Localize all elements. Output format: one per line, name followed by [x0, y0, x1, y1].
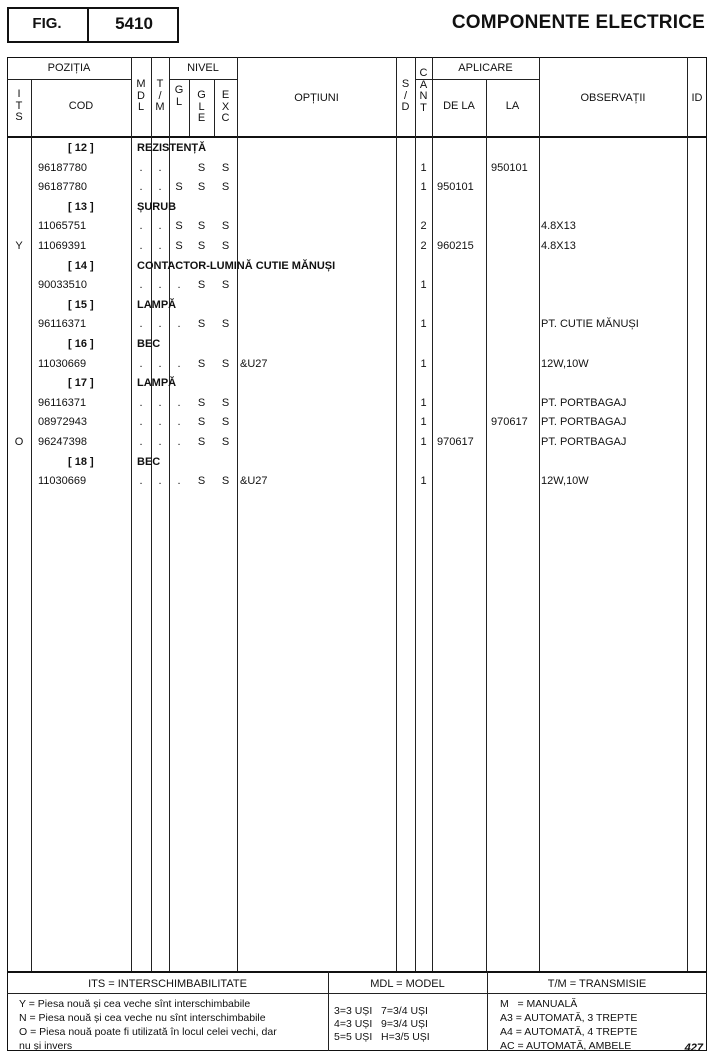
cell-exc: S [221, 396, 230, 409]
cell-opt: &U27 [240, 475, 268, 488]
cell-mdl: . [139, 357, 143, 370]
cell-mdl: . [139, 220, 143, 233]
header-cod: COD [68, 100, 94, 112]
legend-its-title: ITS = INTERSCHIMBABILITATE [88, 978, 247, 990]
cell-obs: 4.8X13 [541, 220, 576, 233]
legend-tm-line: A4 = AUTOMATĂ, 4 TREPTE [500, 1026, 638, 1038]
cell-cod: 90033510 [38, 279, 87, 292]
cell-obs: 12W,10W [541, 357, 589, 370]
figure-number: 5410 [115, 14, 153, 33]
cell-cod: 96187780 [38, 161, 87, 174]
cell-cant: 1 [420, 475, 427, 488]
header-divider [7, 136, 707, 138]
cell-mdl: . [139, 396, 143, 409]
cell-gl: S [175, 240, 183, 252]
group-ref: [ 12 ] [68, 142, 94, 154]
cell-mdl: . [139, 240, 143, 252]
col-line [539, 57, 540, 971]
cell-cod: 11030669 [38, 475, 87, 488]
cell-cant: 1 [420, 181, 427, 194]
header-id: ID [691, 92, 703, 104]
col-line [396, 57, 397, 971]
group-name: LAMPĂ [137, 377, 177, 390]
header-aplicare: APLICARE [458, 62, 513, 74]
legend-its-line: N = Piesa nouă și cea veche nu sînt interschimbabile [19, 1012, 266, 1024]
cell-cod: 96116371 [38, 318, 87, 331]
legend-mdl-title: MDL = MODEL [370, 978, 445, 990]
cell-mdl: . [139, 475, 143, 488]
cell-cant: 1 [420, 318, 427, 331]
grid-line [7, 79, 131, 80]
group-name: CONTACTOR-LUMINĂ CUTIE MĂNUȘI [137, 259, 336, 272]
group-name: BEC [137, 338, 161, 350]
cell-exc: S [221, 161, 230, 174]
group-ref: [ 13 ] [68, 200, 94, 213]
cell-cant: 1 [420, 436, 427, 448]
cell-mdl: . [139, 416, 143, 429]
cell-gle: S [197, 181, 206, 194]
group-name: ȘURUB [137, 200, 177, 213]
grid-line [415, 79, 539, 80]
cell-cant: 2 [420, 220, 427, 233]
cell-gl: . [177, 318, 181, 331]
cell-gle: S [197, 220, 206, 233]
cell-tm: . [158, 318, 162, 331]
legend-mdl-line: 5=5 UȘI H=3/5 UȘI [334, 1031, 430, 1043]
cell-gle: S [197, 357, 206, 370]
cell-gl: S [175, 181, 183, 194]
cell-tm: . [158, 240, 162, 252]
cell-tm: . [158, 161, 162, 174]
cell-dela: 960215 [437, 240, 474, 252]
cell-mdl: . [139, 279, 143, 292]
cell-cant: 1 [420, 161, 427, 174]
cell-tm: . [158, 416, 162, 429]
legend-tm-line: A3 = AUTOMATĂ, 3 TREPTE [500, 1012, 638, 1024]
cell-gl: . [177, 475, 181, 488]
group-name: BEC [137, 455, 161, 468]
legend-tm-line: M = MANUALĂ [500, 998, 578, 1010]
cell-gle: S [197, 436, 206, 448]
cell-cant: 1 [420, 279, 427, 292]
cell-tm: . [158, 220, 162, 233]
legend-tm-line: AC = AUTOMATĂ, AMBELE [500, 1040, 632, 1052]
cell-gl: . [177, 396, 181, 409]
cell-tm: . [158, 279, 162, 292]
cell-gle: S [197, 396, 206, 409]
header-cant: C A N T [419, 67, 428, 114]
cell-dela: 950101 [437, 181, 474, 194]
cell-cant: 2 [420, 240, 427, 252]
col-line [31, 79, 32, 971]
cell-opt: &U27 [240, 357, 268, 370]
header-observatii: OBSERVAȚII [580, 92, 646, 104]
cell-gle: S [197, 161, 206, 174]
legend-title-divider [7, 993, 707, 994]
cell-tm: . [158, 396, 162, 409]
cell-cant: 1 [420, 357, 427, 370]
header-gle: G L E [197, 89, 206, 124]
cell-gl: . [177, 416, 181, 429]
cell-cod: 96187780 [38, 181, 87, 194]
cell-gl: . [177, 279, 181, 292]
cell-obs: PT. CUTIE MĂNUȘI [541, 318, 639, 331]
cell-exc: S [221, 220, 230, 233]
page-title: COMPONENTE ELECTRICE [451, 12, 705, 33]
header-mdl: M D L [136, 78, 146, 113]
cell-exc: S [221, 436, 230, 448]
group-ref: [ 14 ] [68, 259, 94, 272]
legend-its-line: nu și invers [19, 1040, 73, 1052]
legend-mdl-line: 4=3 UȘI 9=3/4 UȘI [334, 1018, 428, 1030]
cell-mdl: . [139, 436, 143, 448]
cell-exc: S [221, 416, 230, 429]
cell-exc: S [221, 357, 230, 370]
cell-gle: S [197, 318, 206, 331]
cell-gle: S [197, 279, 206, 292]
header-optiuni: OPȚIUNI [294, 92, 339, 104]
header-tm: T / M [155, 78, 165, 113]
cell-dela: 970617 [437, 436, 474, 448]
col-line [237, 57, 238, 971]
cell-mdl: . [139, 161, 143, 174]
cell-obs: PT. PORTBAGAJ [541, 396, 627, 409]
cell-obs: PT. PORTBAGAJ [541, 436, 627, 448]
group-name: LAMPĂ [137, 298, 177, 311]
header-gl: G L [174, 84, 184, 108]
cell-tm: . [158, 181, 162, 194]
cell-exc: S [221, 279, 230, 292]
cell-cod: 96247398 [38, 436, 87, 448]
legend-divider [7, 971, 707, 973]
group-ref: [ 16 ] [68, 338, 94, 350]
cell-tm: . [158, 436, 162, 448]
legend-mdl-line: 3=3 UȘI 7=3/4 UȘI [334, 1005, 428, 1017]
legend-tm-title: T/M = TRANSMISIE [547, 978, 647, 990]
cell-gl: . [177, 357, 181, 370]
cell-gle: S [197, 475, 206, 488]
group-name: REZISTENȚĂ [137, 142, 207, 154]
cell-la: 970617 [491, 416, 528, 429]
cell-cod: 11030669 [38, 357, 87, 370]
cell-its: O [14, 436, 24, 448]
legend-its-line: O = Piesa nouă poate fi utilizată în locul celei vechi, dar [19, 1026, 277, 1038]
col-line [432, 57, 433, 971]
group-ref: [ 18 ] [68, 455, 94, 468]
cell-gl: . [177, 436, 181, 448]
col-line [486, 79, 487, 971]
grid-line [169, 79, 237, 80]
cell-cod: 08972943 [38, 416, 87, 429]
cell-gle: S [197, 240, 206, 252]
group-ref: [ 17 ] [68, 377, 94, 390]
cell-cod: 11069391 [38, 240, 87, 252]
page-number: 427 [684, 1042, 703, 1054]
cell-obs: PT. PORTBAGAJ [541, 416, 627, 429]
cell-tm: . [158, 475, 162, 488]
cell-obs: 12W,10W [541, 475, 589, 488]
cell-gle: S [197, 416, 206, 429]
cell-exc: S [221, 318, 230, 331]
cell-cod: 11065751 [38, 220, 87, 233]
cell-cant: 1 [420, 396, 427, 409]
cell-exc: S [221, 240, 230, 252]
header-its: I T S [15, 88, 23, 123]
group-ref: [ 15 ] [68, 298, 94, 311]
cell-la: 950101 [491, 161, 528, 174]
cell-exc: S [221, 475, 230, 488]
figure-label: FIG. [32, 15, 62, 32]
cell-tm: . [158, 357, 162, 370]
header-dela: DE LA [443, 100, 475, 112]
cell-exc: S [221, 181, 230, 194]
cell-mdl: . [139, 181, 143, 194]
legend-its-line: Y = Piesa nouă și cea veche sînt interschimbabile [19, 998, 251, 1010]
cell-its: Y [15, 240, 23, 252]
cell-cod: 96116371 [38, 396, 87, 409]
parts-table [7, 57, 707, 1051]
header-la: LA [505, 100, 520, 112]
header-pozitia: POZIȚIA [47, 62, 91, 74]
header-nivel: NIVEL [187, 62, 219, 74]
cell-mdl: . [139, 318, 143, 331]
cell-gl: S [175, 220, 183, 233]
col-line [687, 57, 688, 971]
cell-obs: 4.8X13 [541, 240, 576, 252]
header-sd: S / D [401, 78, 410, 113]
header-exc: E X C [221, 89, 230, 124]
cell-cant: 1 [420, 416, 427, 429]
